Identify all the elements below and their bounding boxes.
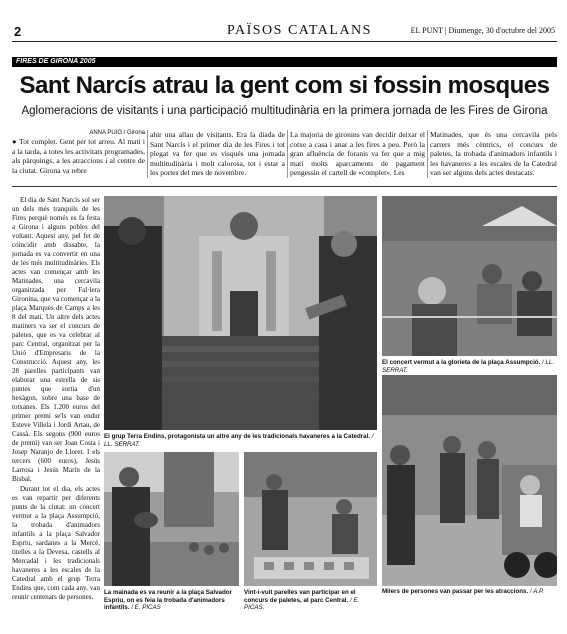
column-rule — [427, 130, 428, 178]
photo-credit: / E. PICAS. — [244, 596, 360, 611]
photo-paletes — [244, 452, 377, 586]
lead-text-2: ahir una allau de visitants. Era la diada de Sant Narcís i el primer dia de les Fires i tot plegat va fer que es visqués una jornada multitudinària i molt calorosa, tot i estar a les portes del mes de novembre. — [150, 130, 285, 177]
lead-text-4: Matinades, que és una cercavila pels carrers més cèntrics, el concurs de paletes, la trobada d'animadors infantils i les havaneres a les escales de la Catedral van ser alguns dels actes destacats. — [430, 130, 557, 177]
page-number: 2 — [14, 24, 22, 39]
byline: ANNA PUIG / Girona — [89, 130, 145, 136]
photo-atraccions — [382, 375, 557, 586]
subheadline: Aglomeracions de visitants i una participació multitudinària en la primera jornada de les Fires de Girona — [21, 105, 548, 117]
body-paragraph: Durant tot el dia, els actes es van repartir per diferents punts de la ciutat: un concert vermut a la plaça Assumpció, la trobada d'animadors infantils a la plaça Salvador Espriu, sardanes a la Mercè, titelles a la Devesa, castells al Mercadal i les tradicionals havaneres a les escales de la Catedral amb el grup Terra Endins que, com cada any, van reunir centenars de persones. — [12, 485, 100, 601]
photo-credit: / A.P. — [529, 588, 545, 595]
caption-main — [104, 433, 377, 448]
headline: Sant Narcís atrau la gent com si fossin mosques — [19, 72, 550, 99]
kicker-label: FIRES DE GIRONA 2005 — [16, 58, 96, 65]
photo-mainada — [104, 452, 239, 586]
caption-bottom-mid — [244, 589, 377, 612]
caption-text: El grup Terra Endins, protagonista un altre any de les tradicionals havaneres a la Catedral. — [104, 433, 371, 440]
page-header — [12, 22, 557, 42]
caption-text: La mainada es va reunir a la plaça Salvador Espriu, on es feia la trobada d'animadors infantils. — [104, 589, 232, 611]
caption-bottom-left — [104, 589, 239, 612]
column-rule — [287, 130, 288, 178]
lead-column-3 — [290, 130, 425, 178]
section-title: PAÏSOS CATALANS — [227, 23, 372, 38]
body-text — [12, 196, 100, 603]
photo-credit: / LL. SERRAT. — [104, 433, 374, 448]
lead-column-1 — [12, 130, 145, 175]
kicker-bar — [12, 57, 557, 67]
photo-credit: / E. PICAS — [131, 604, 161, 611]
lead-text-3: La majoria de gironins van decidir deixar el cotxe a casa i anar a les fires a peu. Però la gran afluència de foranis va fer que a mig matí molts aparcaments de pagament pengessin el cartell de «complet». Les — [290, 130, 425, 177]
bullet-icon: ● — [12, 137, 20, 146]
caption-bottom-right — [382, 588, 557, 596]
lead-column-4 — [430, 130, 557, 178]
photo-concert-vermut — [382, 196, 557, 356]
photo-havaneres-catedral — [104, 196, 377, 430]
lead-column-2 — [150, 130, 285, 178]
masthead: EL PUNT | Diumenge, 30 d'octubre del 2005 — [410, 26, 555, 35]
divider — [12, 186, 557, 187]
caption-text: Milers de persones van passar per les atraccions. — [382, 588, 529, 595]
column-rule — [147, 130, 148, 178]
body-paragraph: El dia de Sant Narcís sol ser un dels més tranquils de les Fires perquè només es fa festa a Girona i alguns pobles del voltant. Aquest any, pel fet de coincidir amb dissabte, la jornada es va convertir en una de les més multitudinàries. Els actes van començar amb les Matinades, una cercavila organitzada per Fal·lera Gironina, que va començar a la plaça Marquès de Camps a les 8 del matí. Un altre dels actes matiners va ser el concurs de paletes, que es va celebrar al parc Central, organitzat per la Unió d'Empresaris de la Construcció. Aquest any, les 28 parelles participants van elaborar una estrella de sis puntes que sortia d'un hexàgon, sobre una base de totxanes. Els 1.200 euros del primer premi se'ls van endur Esteve Villela i Jordi Artau, de Cassà. Els segons (900 euros de premi) van ser Joan Costa i Josep Naranjo de Lloret. I els tercers (600 euros), Jesús Larrosa i Jesús Marín de la Bisbal. — [12, 196, 100, 483]
caption-top-right — [382, 359, 557, 374]
caption-text: Vint-i-vuit parelles van participar en el concurs de paletes, al parc Central. — [244, 589, 356, 604]
lead-text-1: Tot complet. Gent per tot arreu. Al matí i a la tarda, a totes les activitats programades, als pàrquings, a les atraccions i al centre de la ciutat. Girona va rebre — [12, 137, 145, 175]
photo-credit: / LL. SERRAT. — [382, 359, 555, 374]
caption-text: El concert vermut a la glorieta de la plaça Assumpció. — [382, 359, 541, 366]
